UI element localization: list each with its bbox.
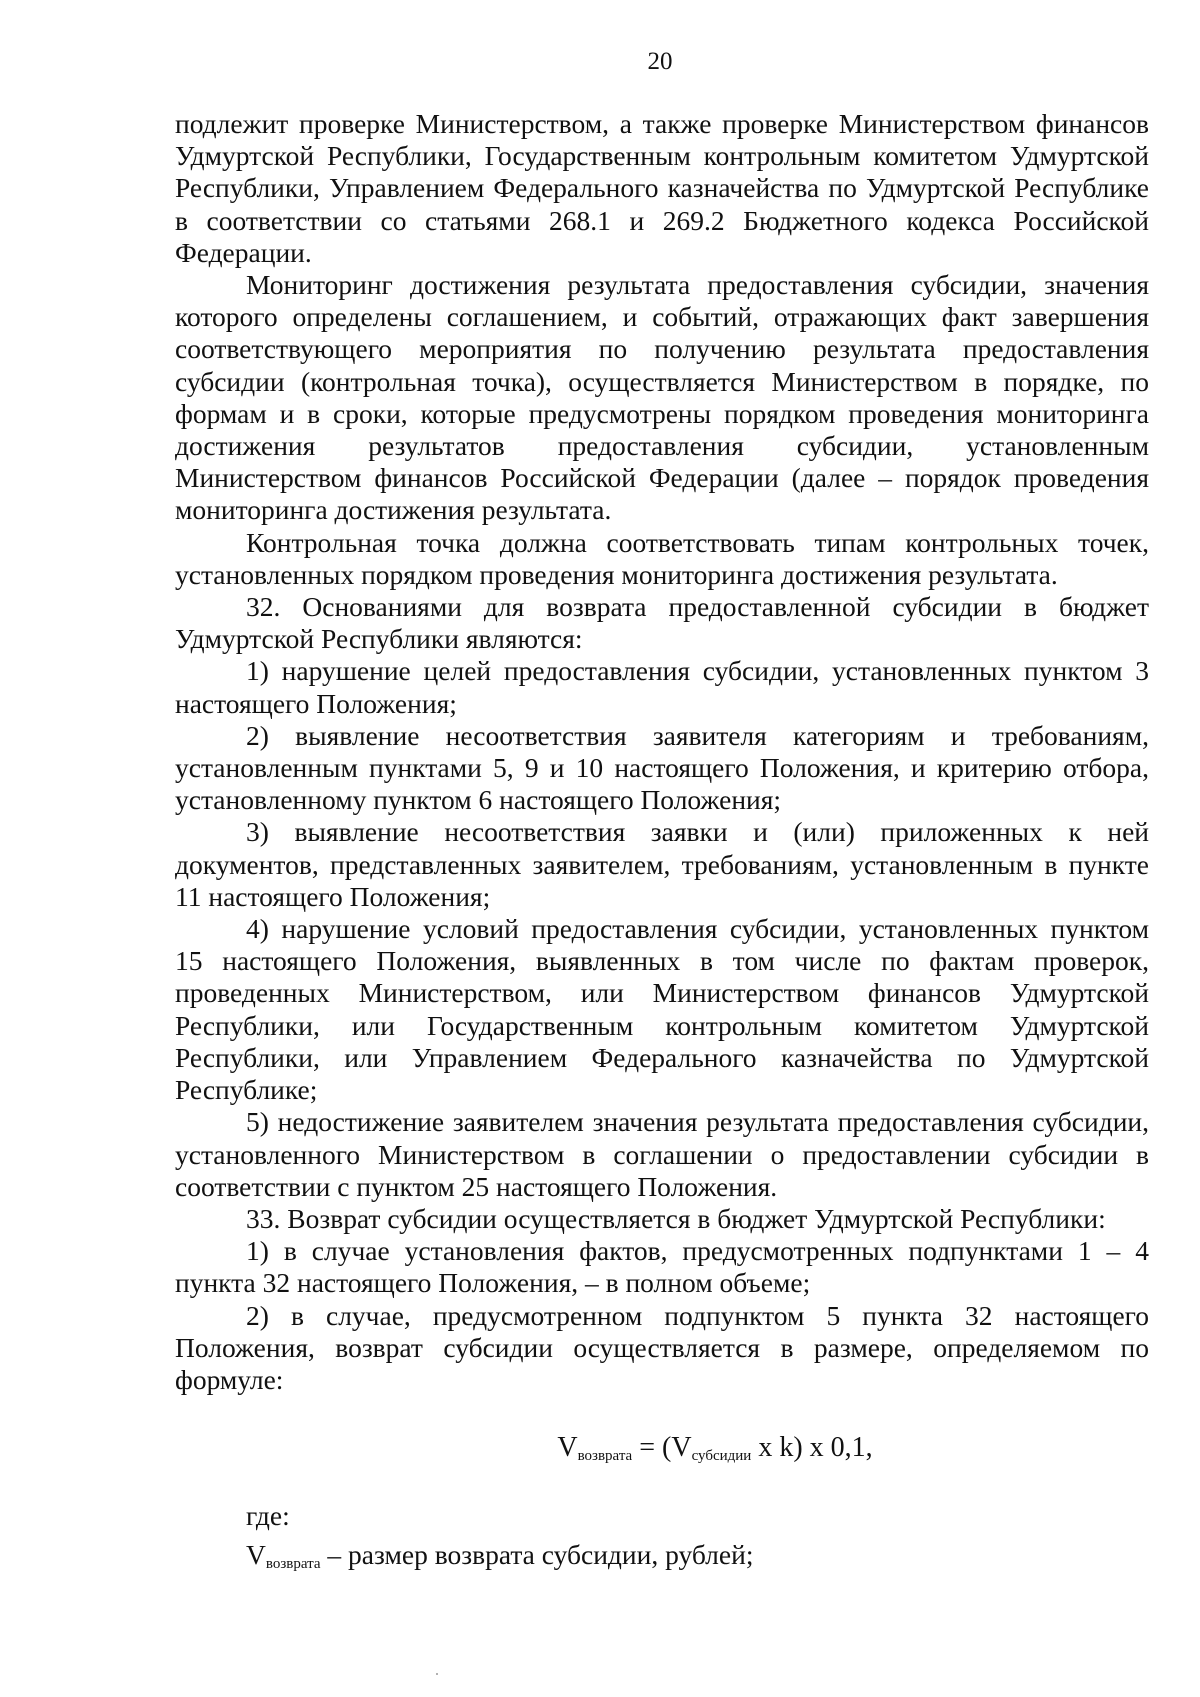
paragraph: 33. Возврат субсидии осуществляется в бюджет Удмуртской Республики: <box>246 1202 1106 1234</box>
paragraph: подлежит проверке Министерством, а также проверке Министерством финансов Удмуртской Республики, Государственным контрольным комитетом Удмуртской Республики, Управлением Федерального казначейства по Удмуртской Республике в соответствии со статьями 268.1 и 269.2 Бюджетного кодекса Российской Федерации. <box>175 108 1149 268</box>
definition-text: – размер возврата субсидии, рублей; <box>320 1539 754 1570</box>
paragraph: 32. Основаниями для возврата предоставленной субсидии в бюджет Удмуртской Республики являются: <box>175 591 1149 655</box>
list-item: 4) нарушение условий предоставления субсидии, установленных пунктом 15 настоящего Положения, выявленных в том числе по фактам проверок, проведенных Министерством, или Министерством финансов Удмуртской Республики, или Государственным контрольным комитетом Удмуртской Республики, или Управлением Федерального казначейства по Удмуртской Республике; <box>175 913 1149 1106</box>
list-item: 1) в случае установления фактов, предусмотренных подпунктами 1 – 4 пункта 32 настоящего Положения, – в полном объеме; <box>175 1235 1149 1299</box>
formula-mid: = (V <box>632 1432 692 1463</box>
paragraph: Мониторинг достижения результата предоставления субсидии, значения которого определены соглашением, и событий, отражающих факт завершения соответствующего мероприятия по получению результата предоставления субсидии (контрольная точка), осуществляется Министерством в порядке, по формам и в сроки, которые предусмотрены порядком проведения мониторинга достижения результатов предоставления субсидии, установленным Министерством финансов Российской Федерации (далее – порядок проведения мониторинга достижения результата. <box>175 269 1149 526</box>
list-item: 3) выявление несоответствия заявки и (или) приложенных к ней документов, представленных заявителем, требованиям, установленным в пункте 11 настоящего Положения; <box>175 816 1149 912</box>
list-item: 1) нарушение целей предоставления субсидии, установленных пунктом 3 настоящего Положения; <box>175 655 1149 719</box>
definition-v: V <box>246 1539 266 1570</box>
definition-sub: возврата <box>265 1556 321 1572</box>
where-label: где: <box>246 1500 290 1531</box>
body-text <box>175 108 1149 1396</box>
definition <box>246 1539 753 1573</box>
formula <box>0 1432 1200 1465</box>
list-item: 2) в случае, предусмотренном подпунктом 5 пункта 32 настоящего Положения, возврат субсидии осуществляется в размере, определяемом по формуле: <box>175 1299 1149 1395</box>
page-number: 20 <box>647 48 673 75</box>
scan-speck <box>436 1673 438 1675</box>
paragraph: Контрольная точка должна соответствовать типам контрольных точек, установленных порядком проведения мониторинга достижения результата. <box>175 526 1149 590</box>
formula-sub2: субсидии <box>691 1448 752 1464</box>
list-item: 2) выявление несоответствия заявителя категориям и требованиям, установленным пунктами 5, 9 и 10 настоящего Положения, и критерию отбора, установленному пунктом 6 настоящего Положения; <box>175 719 1149 816</box>
formula-v1: V <box>557 1432 578 1463</box>
list-item: 5) недостижение заявителем значения результата предоставления субсидии, установленного Министерством в соглашении о предоставлении субсидии в соответствии с пунктом 25 настоящего Положения. <box>175 1106 1149 1202</box>
formula-tail: x k) x 0,1, <box>751 1432 873 1463</box>
formula-sub1: возврата <box>577 1448 633 1464</box>
